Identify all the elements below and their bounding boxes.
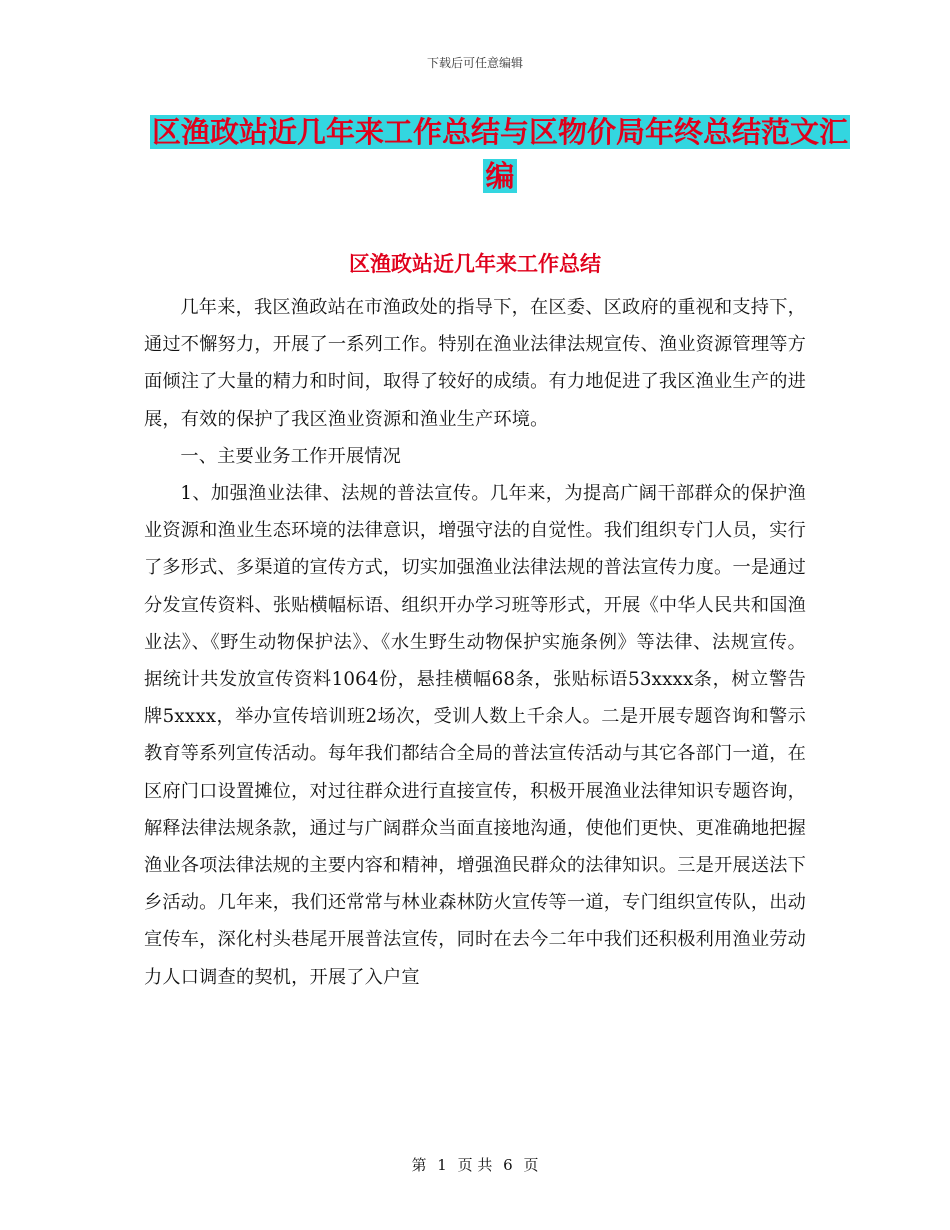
paragraph: 几年来，我区渔政站在市渔政处的指导下，在区委、区政府的重视和支持下，通过不懈努力，开展了一系列工作。特别在渔业法律法规宣传、渔业资源管理等方面倾注了大量的精力和时间，取得了较好的成绩。有力地促进了我区渔业生产的进展，有效的保护了我区渔业资源和渔业生产环境。 (144, 297, 806, 430)
page-current: 1 (437, 1156, 447, 1174)
section-title: 区渔政站近几年来工作总结 (349, 252, 601, 276)
page-prefix: 第 (411, 1156, 427, 1174)
body-text (144, 289, 806, 996)
header-note: 下载后可任意编辑 (426, 56, 523, 70)
page-mid: 页 共 (457, 1156, 493, 1174)
paragraph: 一、主要业务工作开展情况 (180, 445, 402, 467)
page-total: 6 (503, 1156, 513, 1174)
page-footer (0, 1154, 950, 1175)
paragraph: 1、加强渔业法律、法规的普法宣传。几年来，为提高广阔干部群众的保护渔业资源和渔业生态环境的法律意识，增强守法的自觉性。我们组织专门人员，实行了多形式、多渠道的宣传方式，切实加强渔业法律法规的普法宣传力度。一是通过分发宣传资料、张贴横幅标语、组织开办学习班等形式，开展《中华人民共和国渔业法》、《野生动物保护法》、《水生野生动物保护实施条例》等法律、法规宣传。据统计共发放宣传资料1064份，悬挂横幅68条，张贴标语53xxxx条，树立警告牌5xxxx，举办宣传培训班2场次，受训人数上千余人。二是开展专题咨询和警示教育等系列宣传活动。每年我们都结合全局的普法宣传活动与其它各部门一道，在区府门口设置摊位，对过往群众进行直接宣传，积极开展渔业法律知识专题咨询，解释法律法规条款，通过与广阔群众当面直接地沟通，使他们更快、更准确地把握渔业各项法律法规的主要内容和精神，增强渔民群众的法律知识。三是开展送法下乡活动。几年来，我们还常常与林业森林防火宣传等一道，专门组织宣传队，出动宣传车，深化村头巷尾开展普法宣传，同时在去今二年中我们还积极利用渔业劳动力人口调查的契机，开展了入户宣 (144, 483, 806, 988)
document-title-text: 区渔政站近几年来工作总结与区物价局年终总结范文汇编 (151, 115, 848, 193)
page-suffix: 页 (523, 1156, 539, 1174)
document-title (140, 110, 860, 198)
